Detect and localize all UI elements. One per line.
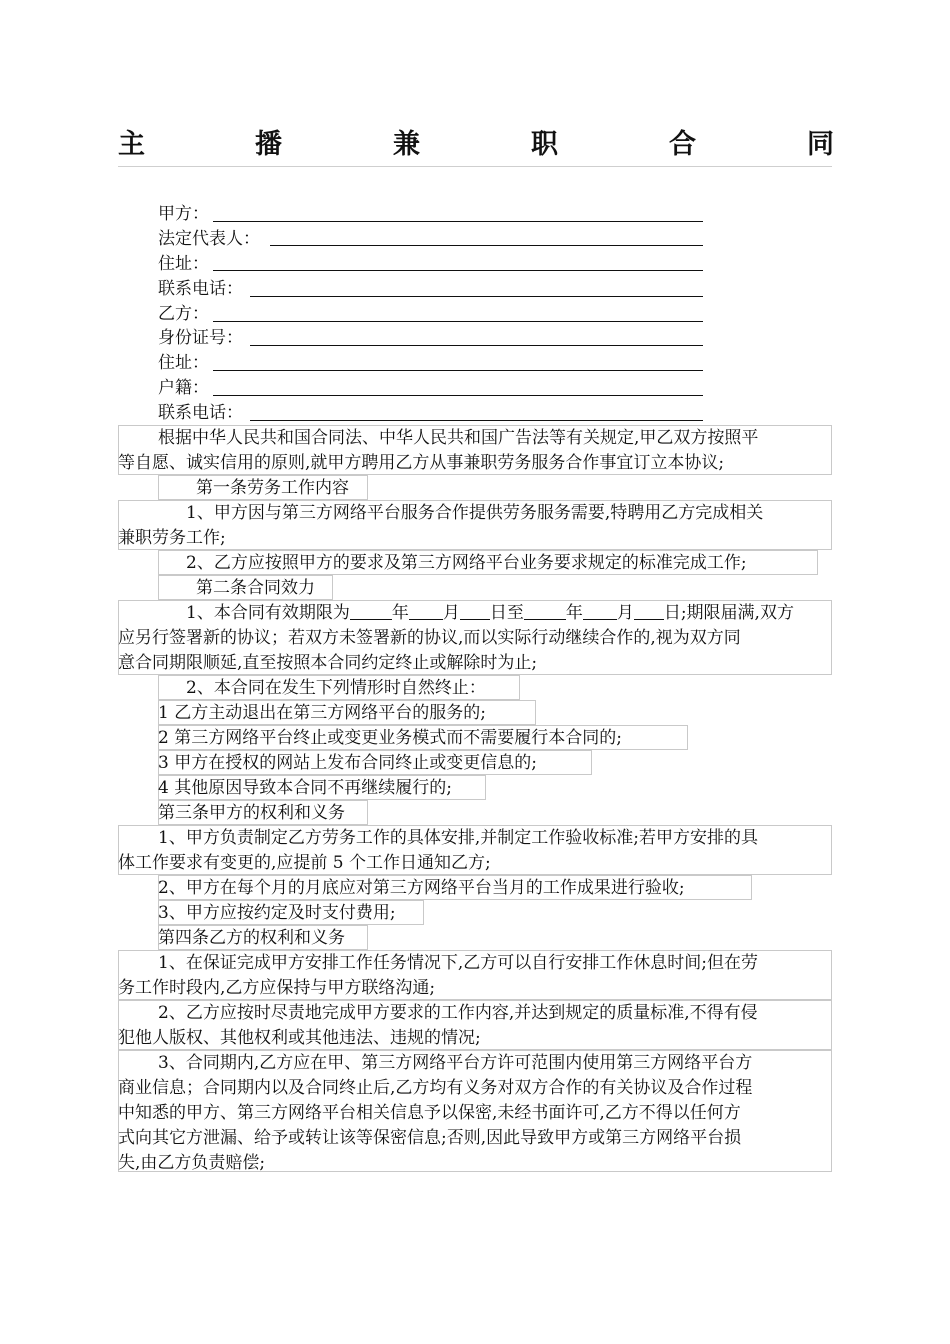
paragraph-line: 体工作要求有变更的,应提前 5 个工作日通知乙方; [118,853,491,873]
start-month-blank [409,603,443,620]
list-item: 2 第三方网络平台终止或变更业务模式而不需要履行本合同的; [158,728,622,748]
list-item: 3 甲方在授权的网站上发布合同终止或变更信息的; [158,753,537,773]
paragraph-line: 失,由乙方负责赔偿; [118,1153,266,1173]
start-day-blank [460,603,490,620]
article-4-heading: 第四条乙方的权利和义务 [158,928,345,948]
paragraph-line [186,601,794,625]
paragraph-line: 式向其它方泄漏、给予或转让该等保密信息;否则,因此导致甲方或第三方网络平台损 [118,1128,742,1148]
title-char: 主 [118,129,145,160]
field-address-a: 住址： [158,254,209,274]
end-day-blank [634,603,664,620]
title-char: 同 [807,129,834,160]
list-item: 1 乙方主动退出在第三方网络平台的服务的; [158,703,486,723]
title-char: 播 [255,129,282,160]
paragraph-line: 商业信息；合同期内以及合同终止后,乙方均有义务对双方合作的有关协议及合作过程 [118,1078,753,1098]
paragraph-line: 2、乙方应按时尽责地完成甲方要求的工作内容,并达到规定的质量标准,不得有侵 [158,1003,758,1023]
article-3-heading: 第三条甲方的权利和义务 [158,803,345,823]
paragraph-line: 兼职劳务工作; [118,528,226,548]
paragraph-line: 2、甲方在每个月的月底应对第三方网络平台当月的工作成果进行验收; [158,878,685,898]
term-prefix: 1、本合同有效期限为 [186,603,350,623]
party-b-blank [213,321,703,322]
paragraph-line: 务工作时段内,乙方应保持与甲方联络沟通; [118,978,436,998]
paragraph-line: 1、甲方负责制定乙方劳务工作的具体安排,并制定工作验收标准;若甲方安排的具 [158,828,758,848]
paragraph-line: 中知悉的甲方、第三方网络平台相关信息予以保密,未经书面许可,乙方不得以任何方 [118,1103,741,1123]
paragraph-line: 犯他人版权、其他权利或其他违法、违规的情况; [118,1028,481,1048]
field-id-number: 身份证号： [158,328,243,348]
paragraph-line: 1、甲方因与第三方网络平台服务合作提供劳务服务需要,特聘用乙方完成相关 [186,503,764,523]
paragraph-line: 应另行签署新的协议；若双方未签署新的协议,而以实际行动继续合作的,视为双方同 [118,628,741,648]
field-legal-rep: 法定代表人： [158,229,260,249]
paragraph-line: 意合同期限顺延,直至按照本合同约定终止或解除时为止; [118,653,538,673]
party-a-blank [213,221,703,222]
list-item: 4 其他原因导致本合同不再继续履行的; [158,778,452,798]
title-char: 合 [669,129,696,160]
field-phone-b: 联系电话： [158,403,243,423]
title-char: 职 [531,129,558,160]
address-a-blank [213,270,703,271]
year-label: 年 [565,603,583,623]
id-number-blank [250,345,703,346]
end-year-blank [524,603,566,620]
phone-b-blank [250,420,703,421]
field-party-a: 甲方： [158,204,209,224]
legal-rep-blank [270,245,703,246]
paragraph-line: 等自愿、诚实信用的原则,就甲方聘用乙方从事兼职劳务服务合作事宜订立本协议; [118,453,725,473]
paragraph-line: 3、甲方应按约定及时支付费用; [158,903,396,923]
field-address-b: 住址： [158,353,209,373]
household-blank [213,395,703,396]
day-to-label: 日至 [489,603,524,623]
paragraph-line: 2、乙方应按照甲方的要求及第三方网络平台业务要求规定的标准完成工作; [186,553,747,573]
paragraph-line: 根据中华人民共和国合同法、中华人民共和国广告法等有关规定,甲乙双方按照平 [158,428,759,448]
year-label: 年 [391,603,409,623]
address-b-blank [213,370,703,371]
start-year-blank [350,603,392,620]
end-month-blank [583,603,617,620]
field-phone-a: 联系电话： [158,279,243,299]
month-label: 月 [442,603,460,623]
paragraph-line: 2、本合同在发生下列情形时自然终止： [186,678,486,698]
field-household: 户籍： [158,378,209,398]
article-2-heading: 第二条合同效力 [196,578,315,598]
phone-a-blank [250,296,703,297]
paragraph-line: 3、合同期内,乙方应在甲、第三方网络平台方许可范围内使用第三方网络平台方 [158,1053,753,1073]
term-suffix: 日;期限届满,双方 [663,603,794,623]
month-label: 月 [616,603,634,623]
paragraph-line: 1、在保证完成甲方安排工作任务情况下,乙方可以自行安排工作休息时间;但在劳 [158,953,758,973]
page-title [118,128,832,167]
title-char: 兼 [393,129,420,160]
field-party-b: 乙方： [158,304,209,324]
article-1-heading: 第一条劳务工作内容 [196,478,349,498]
